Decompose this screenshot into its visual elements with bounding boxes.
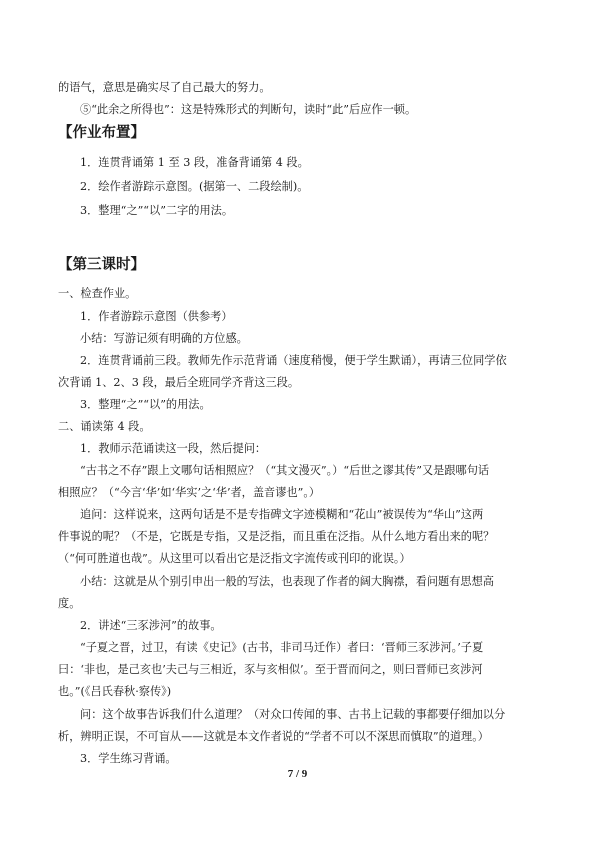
paragraph-line: 2．连贯背诵前三段。教师先作示范背诵（速度稍慢，便于学生默诵），再请三位同学依	[80, 354, 507, 367]
paragraph-line: 1．作者游踪示意图（供参考）	[80, 310, 233, 323]
paragraph-line: 件事说的呢？（不是，它既是专指，又是泛指，而且重在泛指。从什么地方看出来的呢？	[58, 530, 495, 543]
paragraph-line: 也。”(《吕氏春秋·察传》)	[58, 685, 172, 698]
list-item: 2．绘作者游踪示意图。(据第一、二段绘制)。	[80, 180, 309, 193]
paragraph-line: 次背诵 1、2、3 段，最后全班同学齐背这三段。	[58, 376, 300, 389]
paragraph-line: 的语气，意思是确实尽了自己最大的努力。	[58, 81, 271, 94]
paragraph-line: 问：这个故事告诉我们什么道理？（对众口传闻的事、古书上记载的事都要仔细加以分	[80, 708, 506, 721]
paragraph-line: 曰：‘非也，是己亥也’夫己与三相近，豕与亥相似’。至于晋而问之，则曰晋师已亥涉河	[58, 663, 483, 676]
paragraph-line: 3．整理“之”“以”的用法。	[80, 398, 211, 411]
section-heading-lesson3: 【第三课时】	[58, 257, 145, 273]
paragraph-line: 析，辨明正误，不可盲从——这就是本文作者说的“学者不可以不深思而慎取”的道理。）	[58, 730, 489, 743]
paragraph-line: ⑤“此余之所得也”：这是特殊形式的判断句，读时“此”后应作一顿。	[80, 103, 417, 116]
paragraph-line: 追问：这样说来，这两句话是不是专指碑文字迹模糊和“花山”被误传为“华山”这两	[80, 508, 484, 521]
paragraph-line: 一、检查作业。	[58, 287, 137, 300]
section-heading-homework: 【作业布置】	[58, 125, 145, 141]
list-item: 3．整理“之”“以”二字的用法。	[80, 204, 234, 217]
paragraph-line: 二、诵读第 4 段。	[58, 420, 151, 433]
paragraph-line: “子夏之晋，过卫，有读《史记》(古书，非司马迁作）者曰：‘晋师三豕涉河。’子夏	[80, 641, 484, 654]
list-item: 1．连贯背诵第 1 至 3 段，准备背诵第 4 段。	[80, 156, 309, 169]
paragraph-line: 度。	[58, 597, 81, 610]
paragraph-line: （“何可胜道也哉”。从这里可以看出它是泛指文字流传或刊印的讹误。）	[58, 552, 411, 565]
paragraph-line: 1．教师示范诵读这一段，然后提问：	[80, 442, 267, 455]
paragraph-line: 相照应？（“今言‘华’如‘华实’之‘华’者，盖音谬也”。）	[58, 486, 321, 499]
paragraph-line: 小结：写游记须有明确的方位感。	[80, 332, 248, 345]
paragraph-line: 小结：这就是从个别引申出一般的写法，也表现了作者的阔大胸襟，看问题有思想高	[80, 575, 494, 588]
paragraph-line: “古书之不存”跟上文哪句话相照应？（“其文漫灭”。）“后世之谬其传”又是跟哪句话	[80, 464, 490, 477]
page-number: 7 / 9	[287, 768, 308, 780]
paragraph-line: 3．学生练习背诵。	[80, 752, 177, 765]
paragraph-line: 2．讲述“三豕涉河”的故事。	[80, 619, 222, 632]
